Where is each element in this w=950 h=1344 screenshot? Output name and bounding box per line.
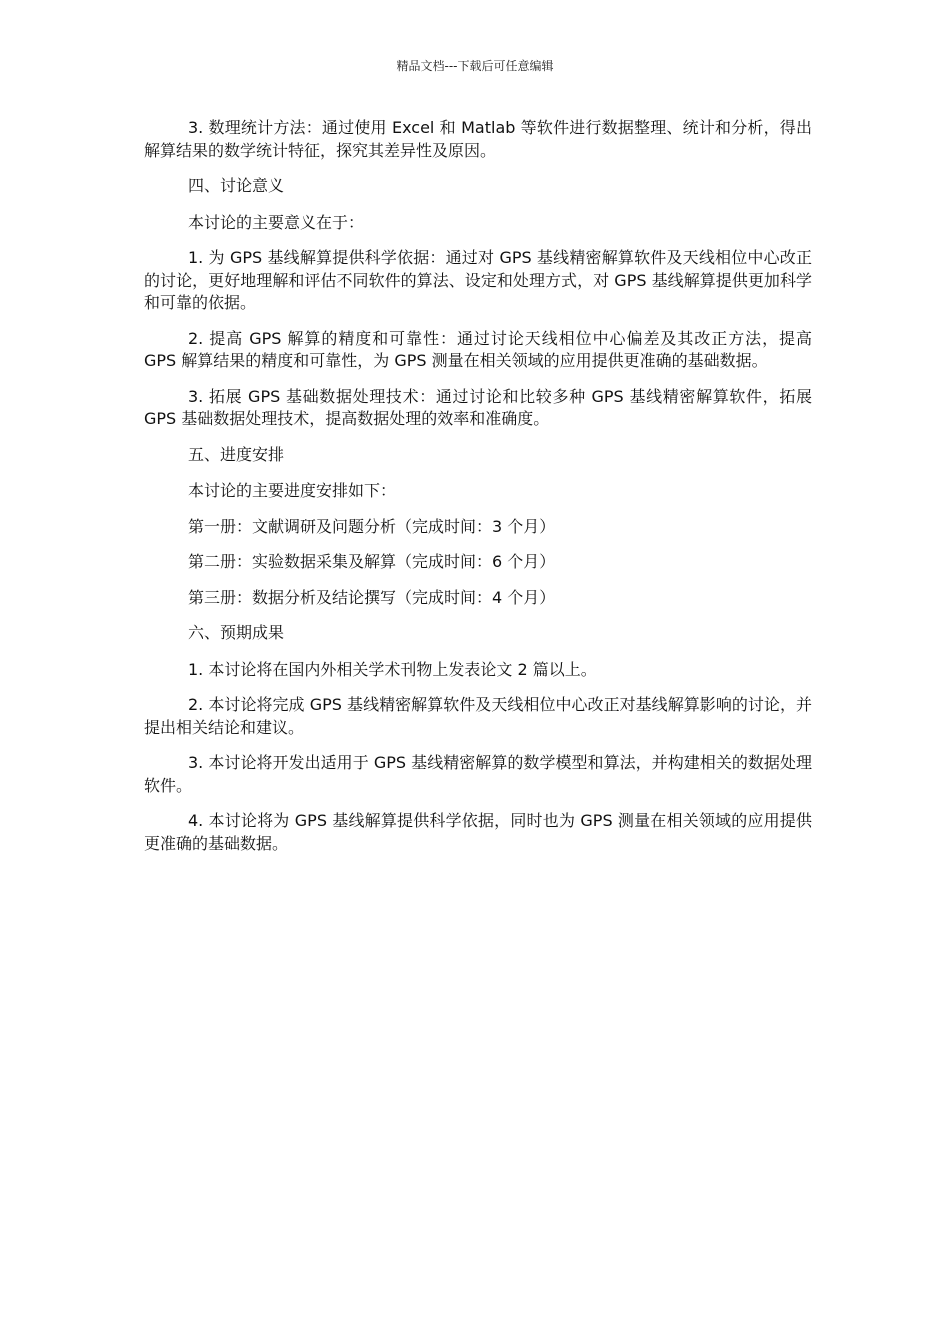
schedule-item-2: 第二册：实验数据采集及解算（完成时间：6 个月） — [188, 552, 556, 571]
paragraph-schedule-intro: 本讨论的主要进度安排如下： — [188, 481, 397, 500]
section-heading-schedule: 五、进度安排 — [188, 444, 285, 464]
section-heading-outcomes: 六、预期成果 — [188, 623, 285, 642]
paragraph-stat-method: 3. 数理统计方法：通过使用 Excel 和 Matlab 等软件进行数据整理、统计和分析，得出解算结果的数学统计特征，探究其差异性及原因。 — [144, 118, 812, 160]
schedule-item-3: 第三册：数据分析及结论撰写（完成时间：4 个月） — [188, 587, 556, 607]
list-item-significance-2: 2. 提高 GPS 解算的精度和可靠性：通过讨论天线相位中心偏差及其改正方法，提高 GPS 解算结果的精度和可靠性，为 GPS 测量在相关领域的应用提供更准确的基础数据。 — [144, 328, 812, 370]
list-item-outcome-2: 2. 本讨论将完成 GPS 基线精密解算软件及天线相位中心改正对基线解算影响的讨论，并提出相关结论和建议。 — [144, 695, 812, 737]
list-item-outcome-1: 1. 本讨论将在国内外相关学术刊物上发表论文 2 篇以上。 — [188, 659, 597, 679]
section-heading-significance: 四、讨论意义 — [188, 176, 285, 195]
paragraph-significance-intro: 本讨论的主要意义在于： — [188, 212, 365, 232]
page-header: 精品文档---下载后可任意编辑 — [396, 59, 554, 73]
schedule-item-1: 第一册：文献调研及问题分析（完成时间：3 个月） — [188, 516, 556, 536]
list-item-outcome-4: 4. 本讨论将为 GPS 基线解算提供科学依据，同时也为 GPS 测量在相关领域的应用提供更准确的基础数据。 — [144, 811, 812, 853]
list-item-significance-3: 3. 拓展 GPS 基础数据处理技术：通过讨论和比较多种 GPS 基线精密解算软件，拓展 GPS 基础数据处理技术，提高数据处理的效率和准确度。 — [144, 386, 812, 428]
document-body — [144, 117, 812, 868]
list-item-significance-1: 1. 为 GPS 基线解算提供科学依据：通过对 GPS 基线精密解算软件及天线相位中心改正的讨论，更好地理解和评估不同软件的算法、设定和处理方式，对 GPS 基线解算提供更加科学和可靠的依据。 — [144, 248, 812, 312]
list-item-outcome-3: 3. 本讨论将开发出适用于 GPS 基线精密解算的数学模型和算法，并构建相关的数据处理软件。 — [144, 753, 812, 795]
